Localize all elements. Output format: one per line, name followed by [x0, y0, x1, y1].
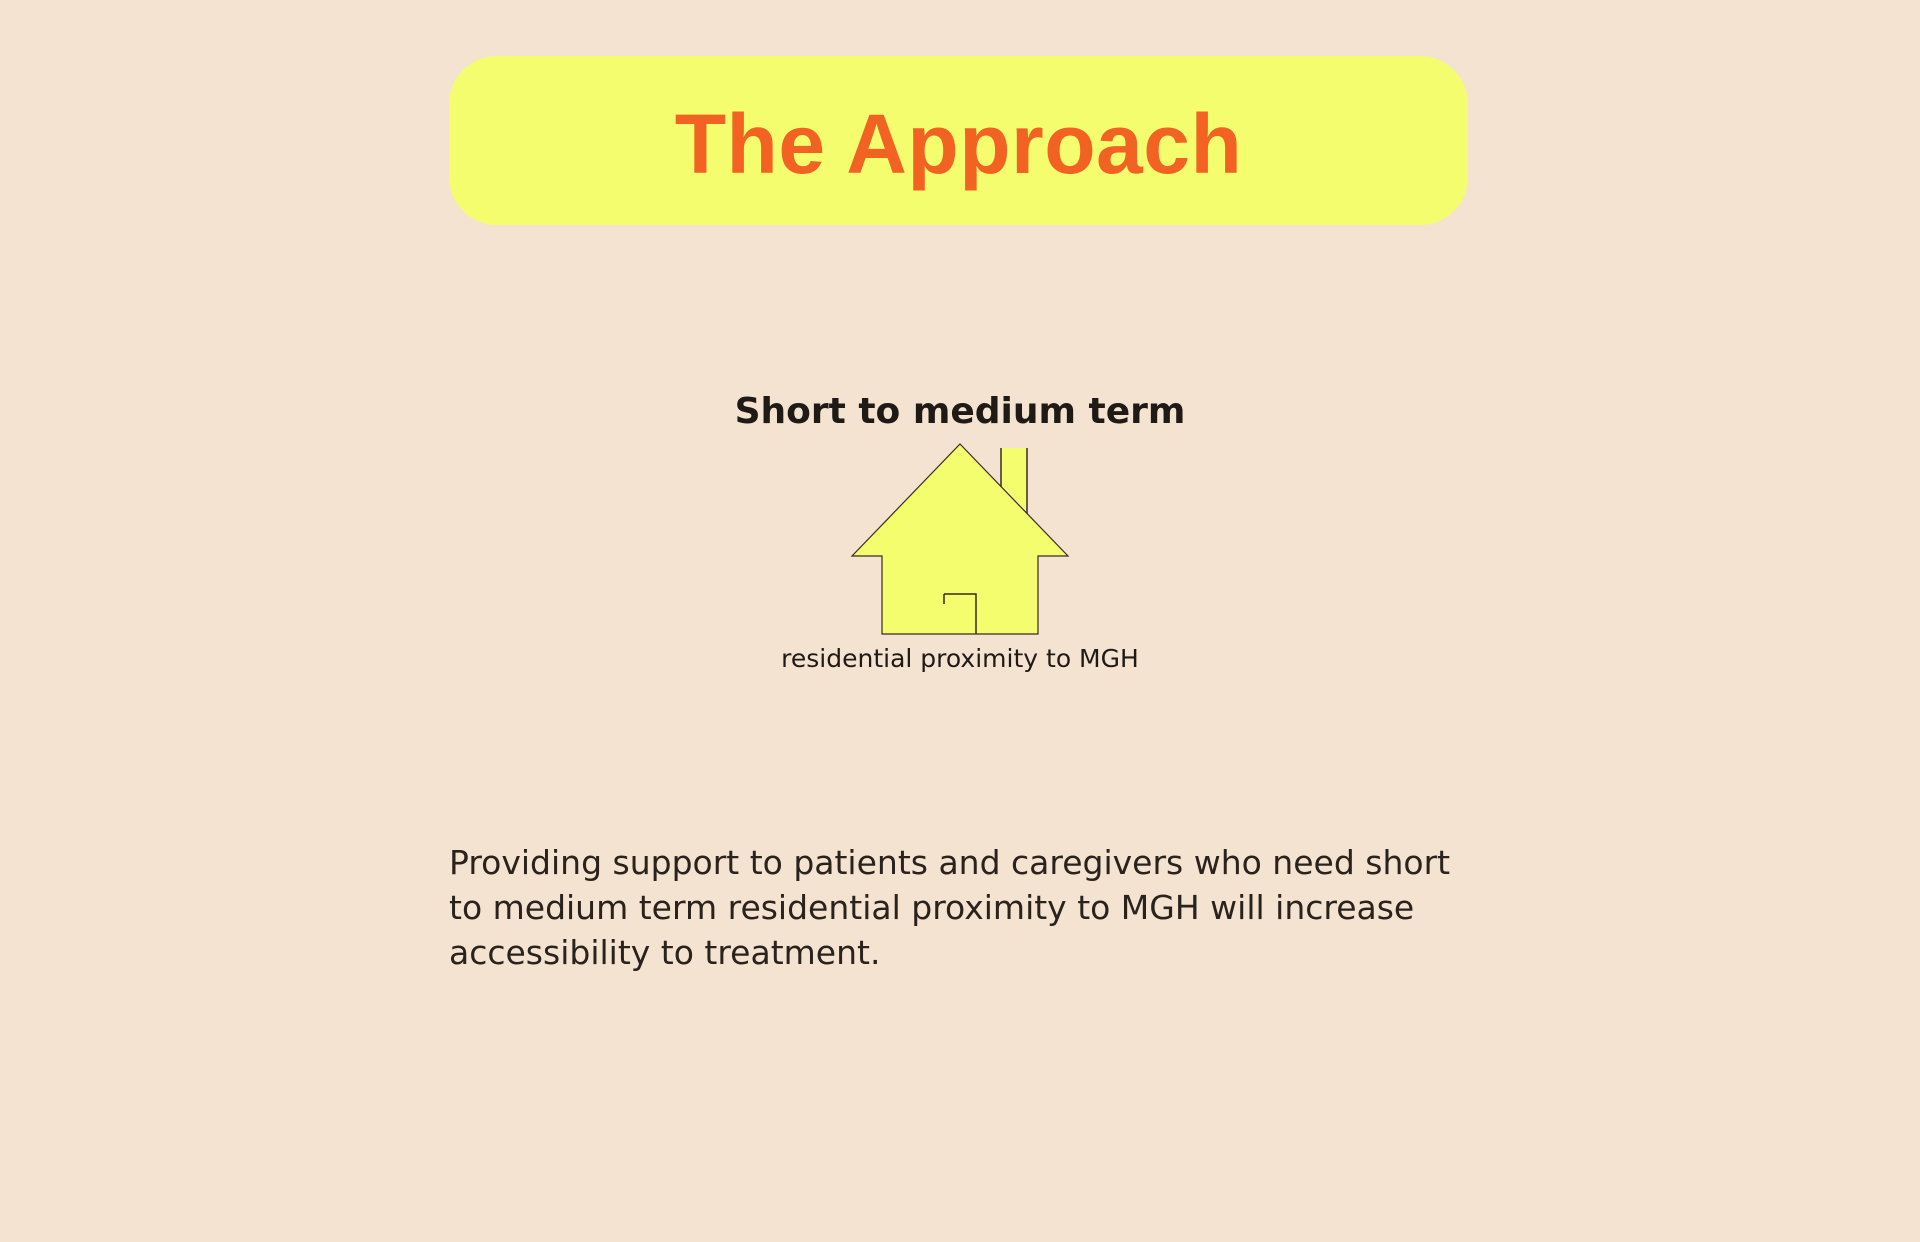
term-heading: Short to medium term	[734, 391, 1186, 432]
page-title: The Approach	[674, 96, 1243, 191]
title-banner	[449, 56, 1468, 225]
body-paragraph: Providing support to patients and caregivers who need short to medium term residential proximity to MGH will increase accessibility to treatment.	[449, 843, 1451, 972]
house-caption: residential proximity to MGH	[781, 644, 1139, 673]
house-icon	[850, 440, 1070, 640]
